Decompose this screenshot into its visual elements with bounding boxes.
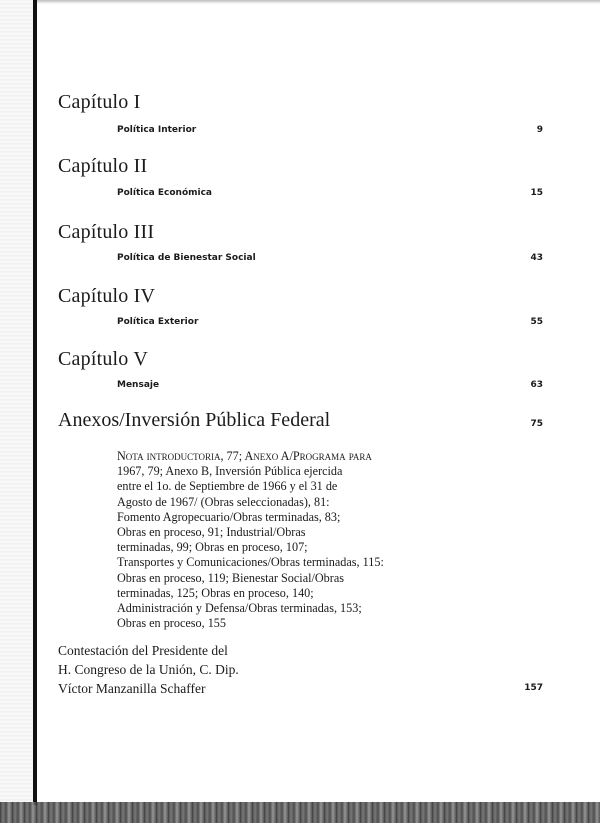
annex-contents <box>117 449 457 631</box>
chapter-5-title: Capítulo V <box>58 348 148 370</box>
chapter-5-subtitle: Mensaje <box>117 380 160 390</box>
annex-line: terminadas, 99; Obras en proceso, 107; <box>117 540 308 555</box>
closing-page-number: 157 <box>524 683 543 693</box>
scan-bottom-edge <box>0 802 600 823</box>
annex-line: Nota introductoria, 77; Anexo A/Programa para <box>117 449 372 463</box>
annex-line: terminadas, 125; Obras en proceso, 140; <box>117 585 314 600</box>
annex-line: Administración y Defensa/Obras terminadas, 153; <box>117 601 362 616</box>
page-gutter <box>0 0 33 805</box>
annex-line: Agosto de 1967/ (Obras seleccionadas), 81: <box>117 494 330 509</box>
closing-line: H. Congreso de la Unión, C. Dip. <box>58 662 239 677</box>
chapter-2-page-number: 15 <box>530 188 543 198</box>
chapter-3-subtitle: Política de Bienestar Social <box>117 253 256 263</box>
closing-entry <box>58 641 239 698</box>
chapter-2-title: Capítulo II <box>58 155 148 177</box>
annex-line: Obras en proceso, 119; Bienestar Social/Obras <box>117 570 344 585</box>
annex-line: Obras en proceso, 91; Industrial/Obras <box>117 525 306 540</box>
annex-line: Transportes y Comunicaciones/Obras terminadas, 115: <box>117 555 384 570</box>
chapter-5-page-number: 63 <box>530 380 543 390</box>
chapter-1-title: Capítulo I <box>58 91 141 113</box>
annex-line: Fomento Agropecuario/Obras terminadas, 83; <box>117 509 341 524</box>
page-top-edge <box>37 0 600 4</box>
annex-title: Anexos/Inversión Pública Federal <box>58 409 331 431</box>
chapter-2-subtitle: Política Económica <box>117 188 213 198</box>
chapter-1-subtitle: Política Interior <box>117 125 197 135</box>
chapter-3-title: Capítulo III <box>58 221 155 243</box>
chapter-3-page-number: 43 <box>530 253 543 263</box>
chapter-4-subtitle: Política Exterior <box>117 317 199 327</box>
closing-line: Contestación del Presidente del <box>58 643 228 658</box>
binding-spine <box>33 0 37 805</box>
chapter-4-title: Capítulo IV <box>58 285 156 307</box>
closing-line: Víctor Manzanilla Schaffer <box>58 681 206 696</box>
chapter-4-page-number: 55 <box>530 317 543 327</box>
annex-line: 1967, 79; Anexo B, Inversión Pública ejercida <box>117 464 343 479</box>
chapter-1-page-number: 9 <box>536 125 543 135</box>
annex-line: entre el 1o. de Septiembre de 1966 y el 31 de <box>117 479 338 494</box>
annex-page-number: 75 <box>530 419 543 429</box>
annex-line: Obras en proceso, 155 <box>117 616 226 631</box>
